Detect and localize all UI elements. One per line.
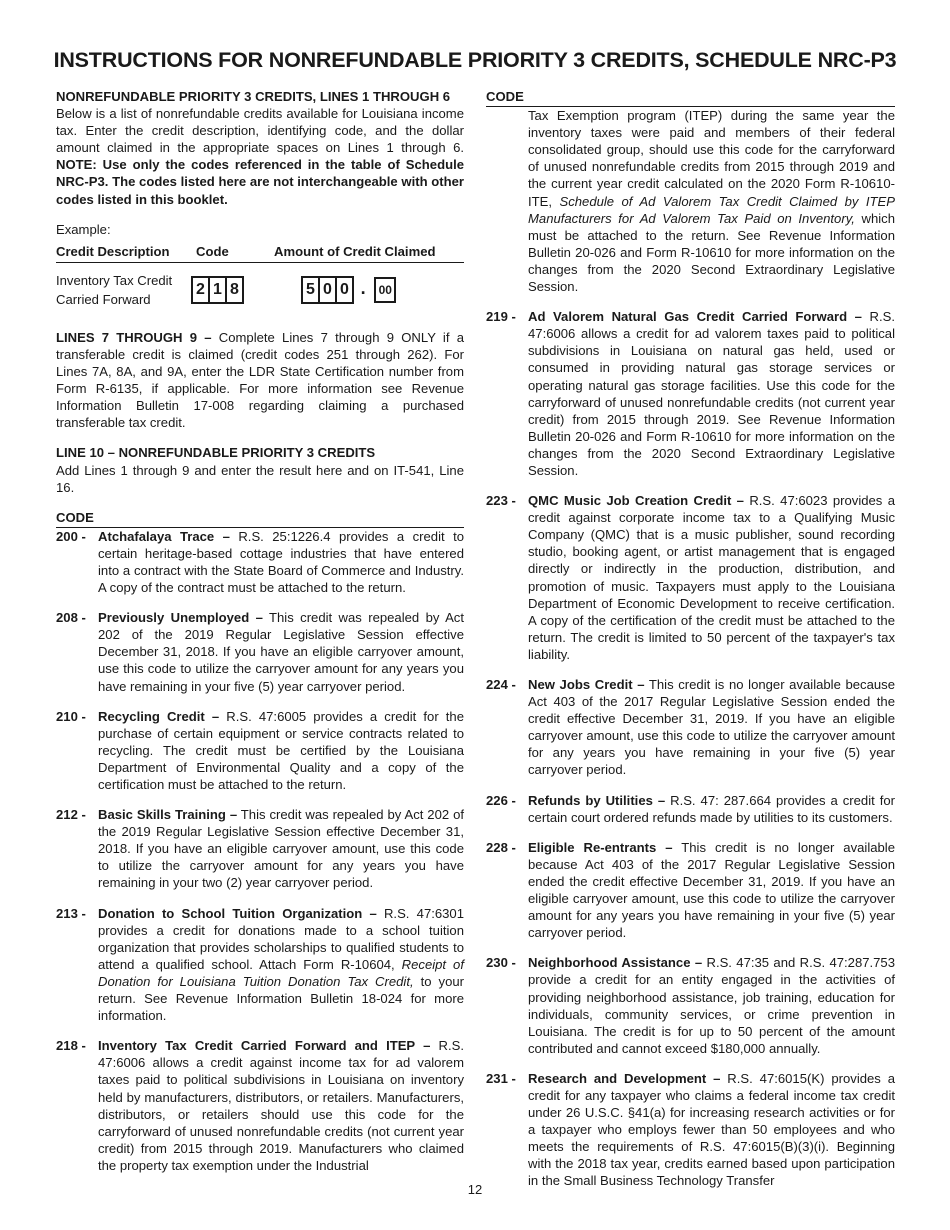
code-description [98, 806, 464, 891]
example-header-description: Credit Description [56, 243, 170, 259]
lines1-6-body: Below is a list of nonrefundable credits available for Louisiana income tax. Enter the credit description, identifying code, and the dollar amount claimed in the appropriate spaces on Lines 1 through 6. [56, 106, 464, 156]
code-number: 210 - [56, 708, 86, 724]
code-description [528, 107, 895, 295]
left-code-list [56, 528, 464, 1174]
code-number: 213 - [56, 905, 86, 921]
code-title: Recycling Credit – [98, 708, 220, 724]
code-entry [486, 1070, 895, 1190]
lines7-9-body: Complete Lines 7 through 9 ONLY if a transferable credit is claimed (credit codes 251 through 262). For Lines 7A, 8A, and 9A, enter the LDR State Certification number from Form R-6135, if applicable. For more information see Revenue Information Bulletin 17-008 regarding claiming a purchased transferable tax credit. [56, 329, 464, 431]
example-amount-digit: 5 [301, 276, 320, 304]
code-title: Neighborhood Assistance – [528, 955, 703, 971]
lines7-9-paragraph [56, 329, 464, 432]
code-number: 212 - [56, 807, 86, 823]
code-description [528, 492, 895, 663]
code-description [98, 708, 464, 793]
code-text: This credit was repealed by Act 202 of the 2019 Regular Legislative Session effective December 31, 2018. If you have an eligible carryover amount, use this code to utilize the carryover amount for any years you have remaining in your two (2) year carryover period. [98, 807, 464, 891]
code-title: Eligible Re-entrants – [528, 839, 673, 855]
example-desc-line1: Inventory Tax Credit [56, 272, 173, 288]
right-code-list [486, 308, 895, 1189]
code-text: This credit was repealed by Act 202 of the 2019 Regular Legislative Session effective December 31, 2018. If you have an eligible carryover amount, use this code to utilize the carryover amount for any years you have remaining in your five (5) year carryover period. [98, 610, 464, 694]
line10-heading: LINE 10 – NONREFUNDABLE PRIORITY 3 CREDITS [56, 445, 376, 461]
code-text: R.S. 47:6023 provides a credit against corporate income tax to a Qualifying Music Company (QMC) that is a music publisher, sound recording studio, booking agent, or artist management that is engaged directly or indirectly in the production, distribution, and promotion of music. Taxpayers must apply to the Louisiana Department of Economic Development to receive certification. A copy of the certification of the credit must be attached to the return. The credit is limited to 50 percent of the taxpayer's tax liability. [528, 493, 895, 662]
code-text: This credit is no longer available because Act 403 of the 2017 Regular Legislative Session ended the credit effective December 31, 2019. If you have an eligible carryover amount, use this code to utilize the carryover amount for any years you have remaining in your five (5) year carryover period. [528, 839, 895, 941]
code-form-title: Receipt of Donation for Louisiana Tuition Donation Tax Credit, [98, 956, 464, 989]
code-entry [486, 492, 895, 663]
code-text: R.S. 47:6006 allows a credit against income tax for ad valorem taxes paid to political subdivisions in Louisiana on inventory held by manufacturers, distributors, or retailers. Manufacturers, distributors, or retailers should use this code for the carryforward of unused nonrefundable credits (not current year credit) from 2015 through 2019. Manufacturers who claimed the property tax exemption under the Industrial [98, 1038, 464, 1173]
code-header: CODE [56, 509, 464, 528]
code-title: Atchafalaya Trace – [98, 528, 230, 544]
code-number: 223 - [486, 493, 516, 509]
code-title: Inventory Tax Credit Carried Forward and ITEP – [98, 1038, 431, 1054]
example-desc-line2: Carried Forward [56, 291, 151, 307]
code-text: R.S. 25:1226.4 provides a credit to certain heritage-based cottage industries that have entered into a contract with the State Board of Commerce and Industry. A copy of the contract must be attached to the return. [98, 528, 465, 596]
example-decimal-point: . [360, 277, 366, 298]
code-text: R.S. 47:6005 provides a credit for the purchase of certain equipment or service contracts related to recycling. The credit must be certified by the Louisiana Department of Environmental Quality and a copy of the certification must be attached to the return. [98, 708, 464, 792]
lines1-6-note: NOTE: Use only the codes referenced in the table of Schedule NRC-P3. The codes listed here are not interchangeable with other codes listed in this booklet. [56, 157, 464, 207]
code-description [528, 676, 895, 779]
code-number: 231 - [486, 1070, 516, 1086]
example-amount-digit: 0 [318, 276, 337, 304]
example-code-digit: 8 [225, 276, 244, 304]
code-description [98, 905, 464, 1025]
code-title: Previously Unemployed – [98, 610, 263, 626]
code-title: Ad Valorem Natural Gas Credit Carried Forward – [528, 309, 862, 325]
example-label: Example: [56, 221, 111, 237]
example-header-amount: Amount of Credit Claimed [274, 243, 436, 259]
code-entry [486, 676, 895, 779]
example-code-digit: 2 [191, 276, 210, 304]
code-entry-218 [56, 1037, 464, 1174]
code-entry [56, 708, 464, 793]
code-description [528, 1070, 895, 1190]
code-number: 230 - [486, 955, 516, 971]
code-title: Research and Development – [528, 1070, 721, 1086]
example-amount-boxes [301, 276, 394, 304]
lines1-6-heading: NONREFUNDABLE PRIORITY 3 CREDITS, LINES 1 THROUGH 6 [56, 89, 451, 104]
left-column [56, 88, 464, 1174]
example-code-boxes [191, 276, 301, 304]
page-number: 12 [467, 1182, 483, 1197]
code-text: R.S. 47: 287.664 provides a credit for certain court ordered refunds made by utilities to its customers. [528, 792, 895, 825]
code-entry [486, 792, 895, 826]
code-form-title: Schedule of Ad Valorem Tax Credit Claimed by ITEP Manufacturers for Ad Valorem Tax Paid on Inventory, [528, 193, 895, 226]
code-entry [486, 839, 895, 942]
code-description [98, 609, 464, 694]
code-description [98, 528, 464, 596]
code-text: to your return. See Revenue Information Bulletin 18-024 for more information. [98, 973, 464, 1024]
example-code-digit: 1 [208, 276, 227, 304]
code-entry [486, 954, 895, 1057]
code-description [528, 792, 895, 826]
example-cents: 00 [374, 277, 396, 303]
code-title: Donation to School Tuition Organization – [98, 905, 377, 921]
right-column [486, 88, 895, 1190]
code-number: 226 - [486, 792, 516, 808]
code-number: 224 - [486, 677, 516, 692]
code-title: QMC Music Job Creation Credit – [528, 493, 744, 509]
code-number: 218 - [56, 1038, 86, 1054]
code-title: Basic Skills Training – [98, 807, 238, 823]
code-title: Refunds by Utilities – [528, 792, 666, 808]
example-row [56, 271, 464, 309]
code-number: 208 - [56, 610, 86, 626]
example-table-header [56, 243, 464, 263]
code-description [98, 1037, 464, 1174]
code-text: R.S. 47:6301 provides a credit for donations made to a school tuition organization that provides scholarships to qualified students to attend a qualified school. Attach Form R-10604, [98, 905, 464, 972]
example-header-code: Code [196, 243, 229, 259]
code-description [528, 839, 895, 942]
code-entry-213 [56, 905, 464, 1025]
code-entry [56, 609, 464, 694]
code-text: R.S. 47:6006 allows a credit for ad valorem taxes paid to political subdivisions in Louisiana on natural gas held, used or consumed in providing natural gas storage services or operating natural gas storage facilities. Use this code for the carryforward of unused nonrefundable credits (not current year credit) from 2015 through 2019. See Revenue Information Bulletin 20-026 and Form R-10610 for more information on the changes from the 2020 Second Extraordinary Legislative Session. [528, 309, 895, 478]
code-number: 200 - [56, 528, 86, 544]
code-text: Tax Exemption program (ITEP) during the same year the inventory taxes were paid and members of their federal consolidated group, should use this code for the carryforward of unused nonrefundable credits from 2015 through 2019 and the current year credit calculated on the 2020 Form R-10610-ITE, [528, 108, 895, 209]
code-description [528, 954, 895, 1057]
code-header: CODE [486, 88, 895, 107]
lines7-9-heading: LINES 7 THROUGH 9 – [56, 329, 212, 345]
code-entry-218-continued [486, 107, 895, 295]
code-text: R.S. 47:35 and R.S. 47:287.753 provide a credit for an entity engaged in the activities of providing neighborhood assistance, job training, education for individuals, community services, or crime prevention in Louisiana. The credit is for up to 50 percent of the amount contributed and cannot exceed $180,000 annually. [528, 955, 895, 1056]
code-text: R.S. 47:6015(K) provides a credit for any taxpayer who claims a federal income tax credit under 26 U.S.C. §41(a) for increasing research activities or for a taxpayer who employs fewer than 50 employees and who meets the requirements of R.S. 47:6015(B)(3)(i). Beginning with the 2018 tax year, credits earned based upon participation in the Small Business Technology Transfer [528, 1070, 896, 1189]
code-text: This credit is no longer available because Act 403 of the 2017 Regular Legislative Session ended the credit effective December 31, 2019. If you have an eligible carryover amount, use this code to utilize the carryover amount for any years you have remaining in your five (5) year carryover period. [528, 677, 895, 778]
code-entry [56, 528, 464, 596]
code-number: 228 - [486, 839, 516, 855]
code-title: New Jobs Credit – [528, 677, 645, 692]
code-number: 219 - [486, 309, 516, 325]
code-description [528, 308, 895, 479]
example-description [56, 271, 191, 309]
code-text: which must be attached to the return. See Revenue Information Bulletin 20-026 and Form R-10610 for more information on the changes from the 2020 Second Extraordinary Legislative Session. [528, 210, 896, 295]
code-entry [56, 806, 464, 891]
line10-body: Add Lines 1 through 9 and enter the result here and on IT-541, Line 16. [56, 462, 464, 495]
code-entry [486, 308, 895, 479]
page-title: INSTRUCTIONS FOR NONREFUNDABLE PRIORITY 3 CREDITS, SCHEDULE NRC-P3 [53, 48, 897, 72]
example-amount-digit: 0 [335, 276, 354, 304]
lines1-6-paragraph [56, 105, 464, 208]
